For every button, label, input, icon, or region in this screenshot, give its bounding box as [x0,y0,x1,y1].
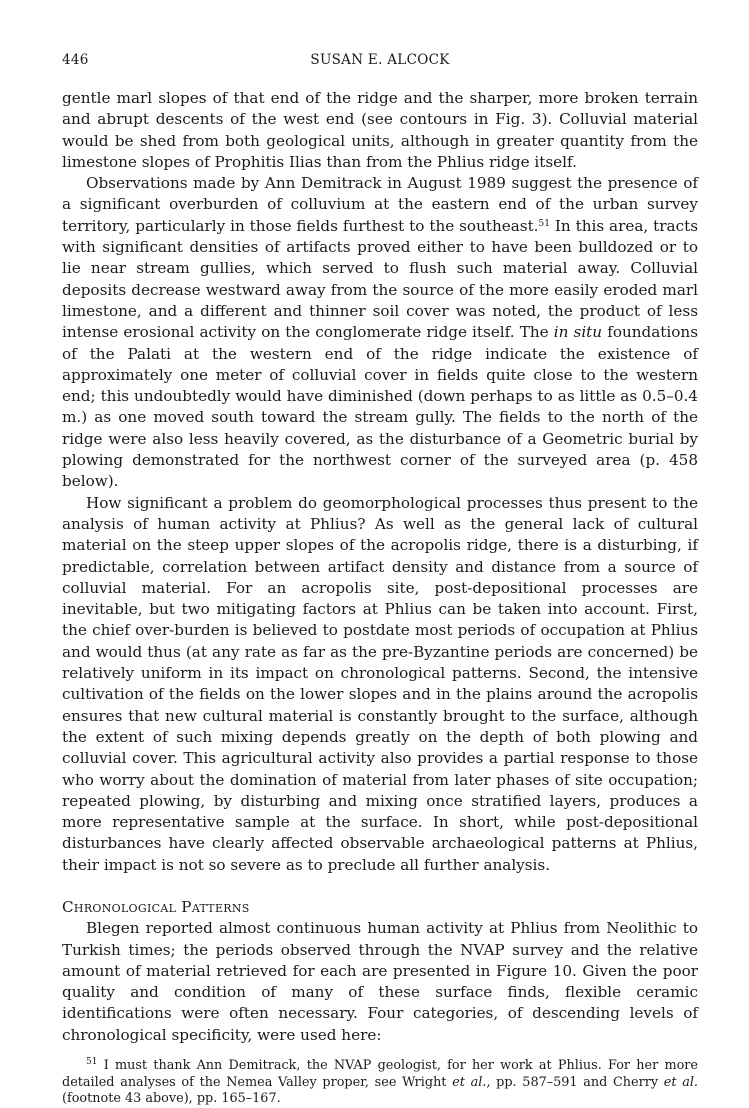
section-body [62,918,698,1046]
footnote-part-a: I must thank Ann Demitrack, the NVAP geologist, for her work at Phlius. For her more detailed analyses of the Nemea Valley proper, see Wright [62,1058,698,1090]
page [62,52,698,1108]
footnote-number: 51 [86,1057,98,1068]
body-text [62,88,698,876]
section-heading: Chronological Patterns [62,897,250,916]
paragraph-2-part-a: Observations made by Ann Demitrack in August 1989 suggest the presence of a significant overburden of colluvium at the eastern end of the urban survey territory, particularly in those fields furthest to the southeast. [62,174,698,235]
paragraph-4: Blegen reported almost continuous human activity at Phlius from Neolithic to Turkish times; the periods observed through the NVAP survey and the relative amount of material retrieved for each are presented in Figure 10. Given the poor quality and condition of many of these surface finds, flexible ceramic identifications were often necessary. Four categories, of descending levels of chronological specificity, were used here: [62,919,698,1044]
footnote-51 [62,1058,698,1108]
italic-in-situ: in situ [553,323,603,342]
paragraph-2-part-b: In this area, tracts with significant densities of artifacts proved either to have been bulldozed or to lie near stream gullies, which served to flush such material away. Colluvial deposits decrease westward away from the source of the more easily eroded marl limestone, and a different and thinner soil cover was noted, the product of less intense erosional activity on the conglomerate ridge itself. The [62,216,698,342]
footnote-part-b: , pp. 587–591 and Cherry [486,1074,664,1090]
footnote-part-c: (footnote 43 above), pp. 165–167. [62,1091,281,1107]
footnote-text [62,1058,698,1108]
paragraph-2 [62,173,698,492]
paragraph-3: How significant a problem do geomorphological processes thus present to the analysis of human activity at Phlius? As well as the general lack of cultural material on the steep upper slopes of the acropolis ridge, there is a disturbing, if predictable, correlation between artifact density and distance from a source of colluvial material. For an acropolis site, post-depositional processes are inevitable, but two mitigating factors at Phlius can be taken into account. First, the chief over-burden is believed to postdate most periods of occupation at Phlius and would thus (at any rate as far as the pre-Byzantine periods are concerned) be relatively uniform in its impact on chronological patterns. Second, the intensive cultivation of the fields on the lower slopes and in the plains around the acropolis ensures that new cultural material is constantly brought to the surface, although the extent of such mixing depends greatly on the depth of both plowing and colluvial cover. This agricultural activity also provides a partial response to those who worry about the domination of material from later phases of site occupation; repeated plowing, by disturbing and mixing once stratified layers, produces a more representative sample at the surface. In short, while post-depositional disturbances have clearly affected observable archaeological patterns at Phlius, their impact is not so severe as to preclude all further analysis. [62,493,698,874]
paragraph-1: gentle marl slopes of that end of the ridge and the sharper, more broken terrain and abrupt descents of the west end (see contours in Fig. 3). Colluvial material would be shed from both geological units, although in greater quantity from the limestone slopes of Prophitis Ilias than from the Phlius ridge itself. [62,89,698,171]
italic-et-al-1: et al. [452,1074,487,1090]
paragraph-2-part-c: foundations of the Palati at the western end of the ridge indicate the existence of approximately one meter of colluvial cover in fields quite close to the western end; this undoubtedly would have diminished (down perhaps to as little as 0.5–0.4 m.) as one moved south toward the stream gully. The fields to the north of the ridge were also less heavily covered, as the disturbance of a Geometric burial by plowing demonstrated for the northwest corner of the surveyed area (p. 458 below). [62,323,698,491]
running-header [62,52,698,74]
running-head-author: SUSAN E. ALCOCK [310,52,450,68]
italic-et-al-2: et al. [663,1074,699,1090]
page-number: 446 [62,52,89,68]
footnote-ref-51[interactable]: 51 [538,218,550,229]
